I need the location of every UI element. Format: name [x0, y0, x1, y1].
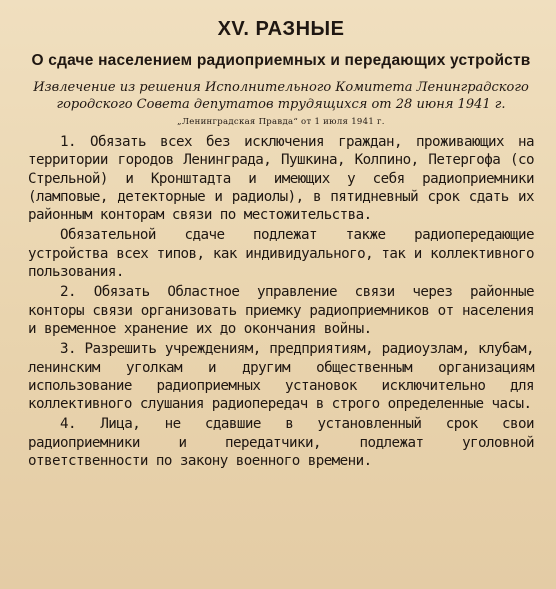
- paragraph-2: Обязательной сдаче подлежат также радиопередающие устройства всех типов, как индивидуального, так и коллективного пользования.: [28, 227, 534, 281]
- decision-extract: Извлечение из решения Исполнительного Комитета Ленинградского городского Совета депутатов трудящихся от 28 июня 1941 г.: [33, 80, 529, 112]
- document-title: О сдаче населением радиоприемных и передающих устройств: [31, 52, 531, 69]
- section-heading: XV. РАЗНЫЕ: [217, 18, 345, 40]
- paragraph-1: 1. Обязать всех без исключения граждан, проживающих на территории городов Ленинграда, Пушкина, Колпино, Петергофа (со Стрельной) и Кронштадта и имеющих у себя радиоприемники (ламповые, детекторные и радиолы), в пятидневный срок сдать их районным конторам связи по местожительства.: [28, 134, 534, 224]
- paragraph-3: 2. Обязать Областное управление связи через районные конторы связи организовать приемку радиоприемников от населения и временное хранение их до окончания войны.: [28, 284, 534, 337]
- newspaper-source: „Ленинградская Правда“ от 1 июля 1941 г.: [177, 117, 385, 127]
- paragraph-4: 3. Разрешить учреждениям, предприятиям, радиоузлам, клубам, ленинским уголкам и другим общественным организациям использование радиоприемных установок исключительно для коллективного слушания радиопередач в строго определенные часы.: [28, 341, 534, 413]
- paragraph-5: 4. Лица, не сдавшие в установленный срок свои радиоприемники и передатчики, подлежат уголовной ответственности по закону военного времени.: [28, 416, 534, 470]
